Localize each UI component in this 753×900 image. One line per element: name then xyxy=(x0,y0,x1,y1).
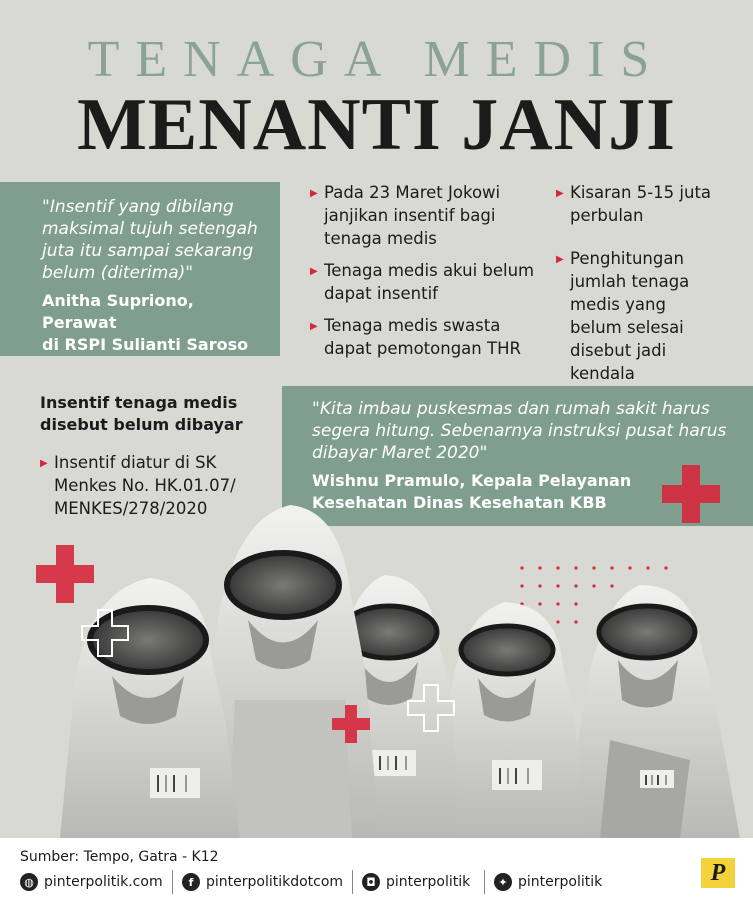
bullet-marker-icon: ▶ xyxy=(556,254,564,265)
social-link-facebook[interactable] xyxy=(182,873,343,891)
quote-text-left: "Insentif yang dibilang maksimal tujuh setengah juta itu sampai sekarang belum (diterima)" xyxy=(42,197,258,283)
quote-author-left-line1: Anitha Supriono, Perawat xyxy=(42,291,194,332)
bullet-text: Pada 23 Maret Jokowi janjikan insentif bagi tenaga medis xyxy=(324,183,501,248)
social-label: pinterpolitikdotcom xyxy=(206,874,344,890)
title-top: TENAGA MEDIS xyxy=(87,31,666,88)
social-label: pinterpolitik xyxy=(386,874,471,890)
quote-author-right-line1: Wishnu Pramulo, Kepala Pelayanan xyxy=(312,471,632,490)
red-cross-icon xyxy=(662,465,720,523)
medic-figure xyxy=(60,578,240,838)
quote-author-left-line2: di RSPI Sulianti Saroso xyxy=(42,335,249,354)
pinterpolitik-logo: P xyxy=(701,858,735,888)
quote-text-right: "Kita imbau puskesmas dan rumah sakit harus segera hitung. Sebenarnya instruksi pusat harus dibayar Maret 2020" xyxy=(312,399,727,463)
social-link-twitter[interactable] xyxy=(494,873,602,891)
bullet-marker-icon: ▶ xyxy=(310,266,318,277)
facebook-icon: f xyxy=(182,873,200,891)
bullet-text: Tenaga medis swasta dapat pemotongan THR xyxy=(324,316,521,358)
bullet-text: Penghitungan jumlah tenaga medis yang belum selesai disebut jadi kendala xyxy=(570,249,690,383)
bullet-marker-icon: ▶ xyxy=(556,188,564,199)
bullet-text: Insentif diatur di SK Menkes No. HK.01.07/ MENKES/278/2020 xyxy=(54,453,236,518)
bullet-marker-icon: ▶ xyxy=(310,321,318,332)
social-link-website[interactable] xyxy=(20,873,163,891)
bullet-marker-icon: ▶ xyxy=(40,458,48,469)
divider xyxy=(352,870,353,894)
instagram-icon: ◘ xyxy=(362,873,380,891)
bullet-text: Tenaga medis akui belum dapat insentif xyxy=(324,261,535,303)
title-main: MENANTI JANJI xyxy=(77,84,676,166)
twitter-icon: ✦ xyxy=(494,873,512,891)
social-label: pinterpolitik.com xyxy=(44,874,163,890)
social-label: pinterpolitik xyxy=(518,874,603,890)
divider xyxy=(172,870,173,894)
footer xyxy=(0,838,753,900)
source-text: Sumber: Tempo, Gatra - K12 xyxy=(20,849,219,865)
section-heading-line2: disebut belum dibayar xyxy=(40,415,243,434)
globe-icon: ◍ xyxy=(20,873,38,891)
social-link-instagram[interactable] xyxy=(362,873,470,891)
quote-author-right-line2: Kesehatan Dinas Kesehatan KBB xyxy=(312,493,607,512)
bullet-text: Kisaran 5-15 juta perbulan xyxy=(570,183,712,225)
section-heading-line1: Insentif tenaga medis xyxy=(40,393,238,412)
red-cross-icon xyxy=(36,545,94,603)
divider xyxy=(484,870,485,894)
medic-figure xyxy=(560,585,740,838)
bullet-marker-icon: ▶ xyxy=(310,188,318,199)
